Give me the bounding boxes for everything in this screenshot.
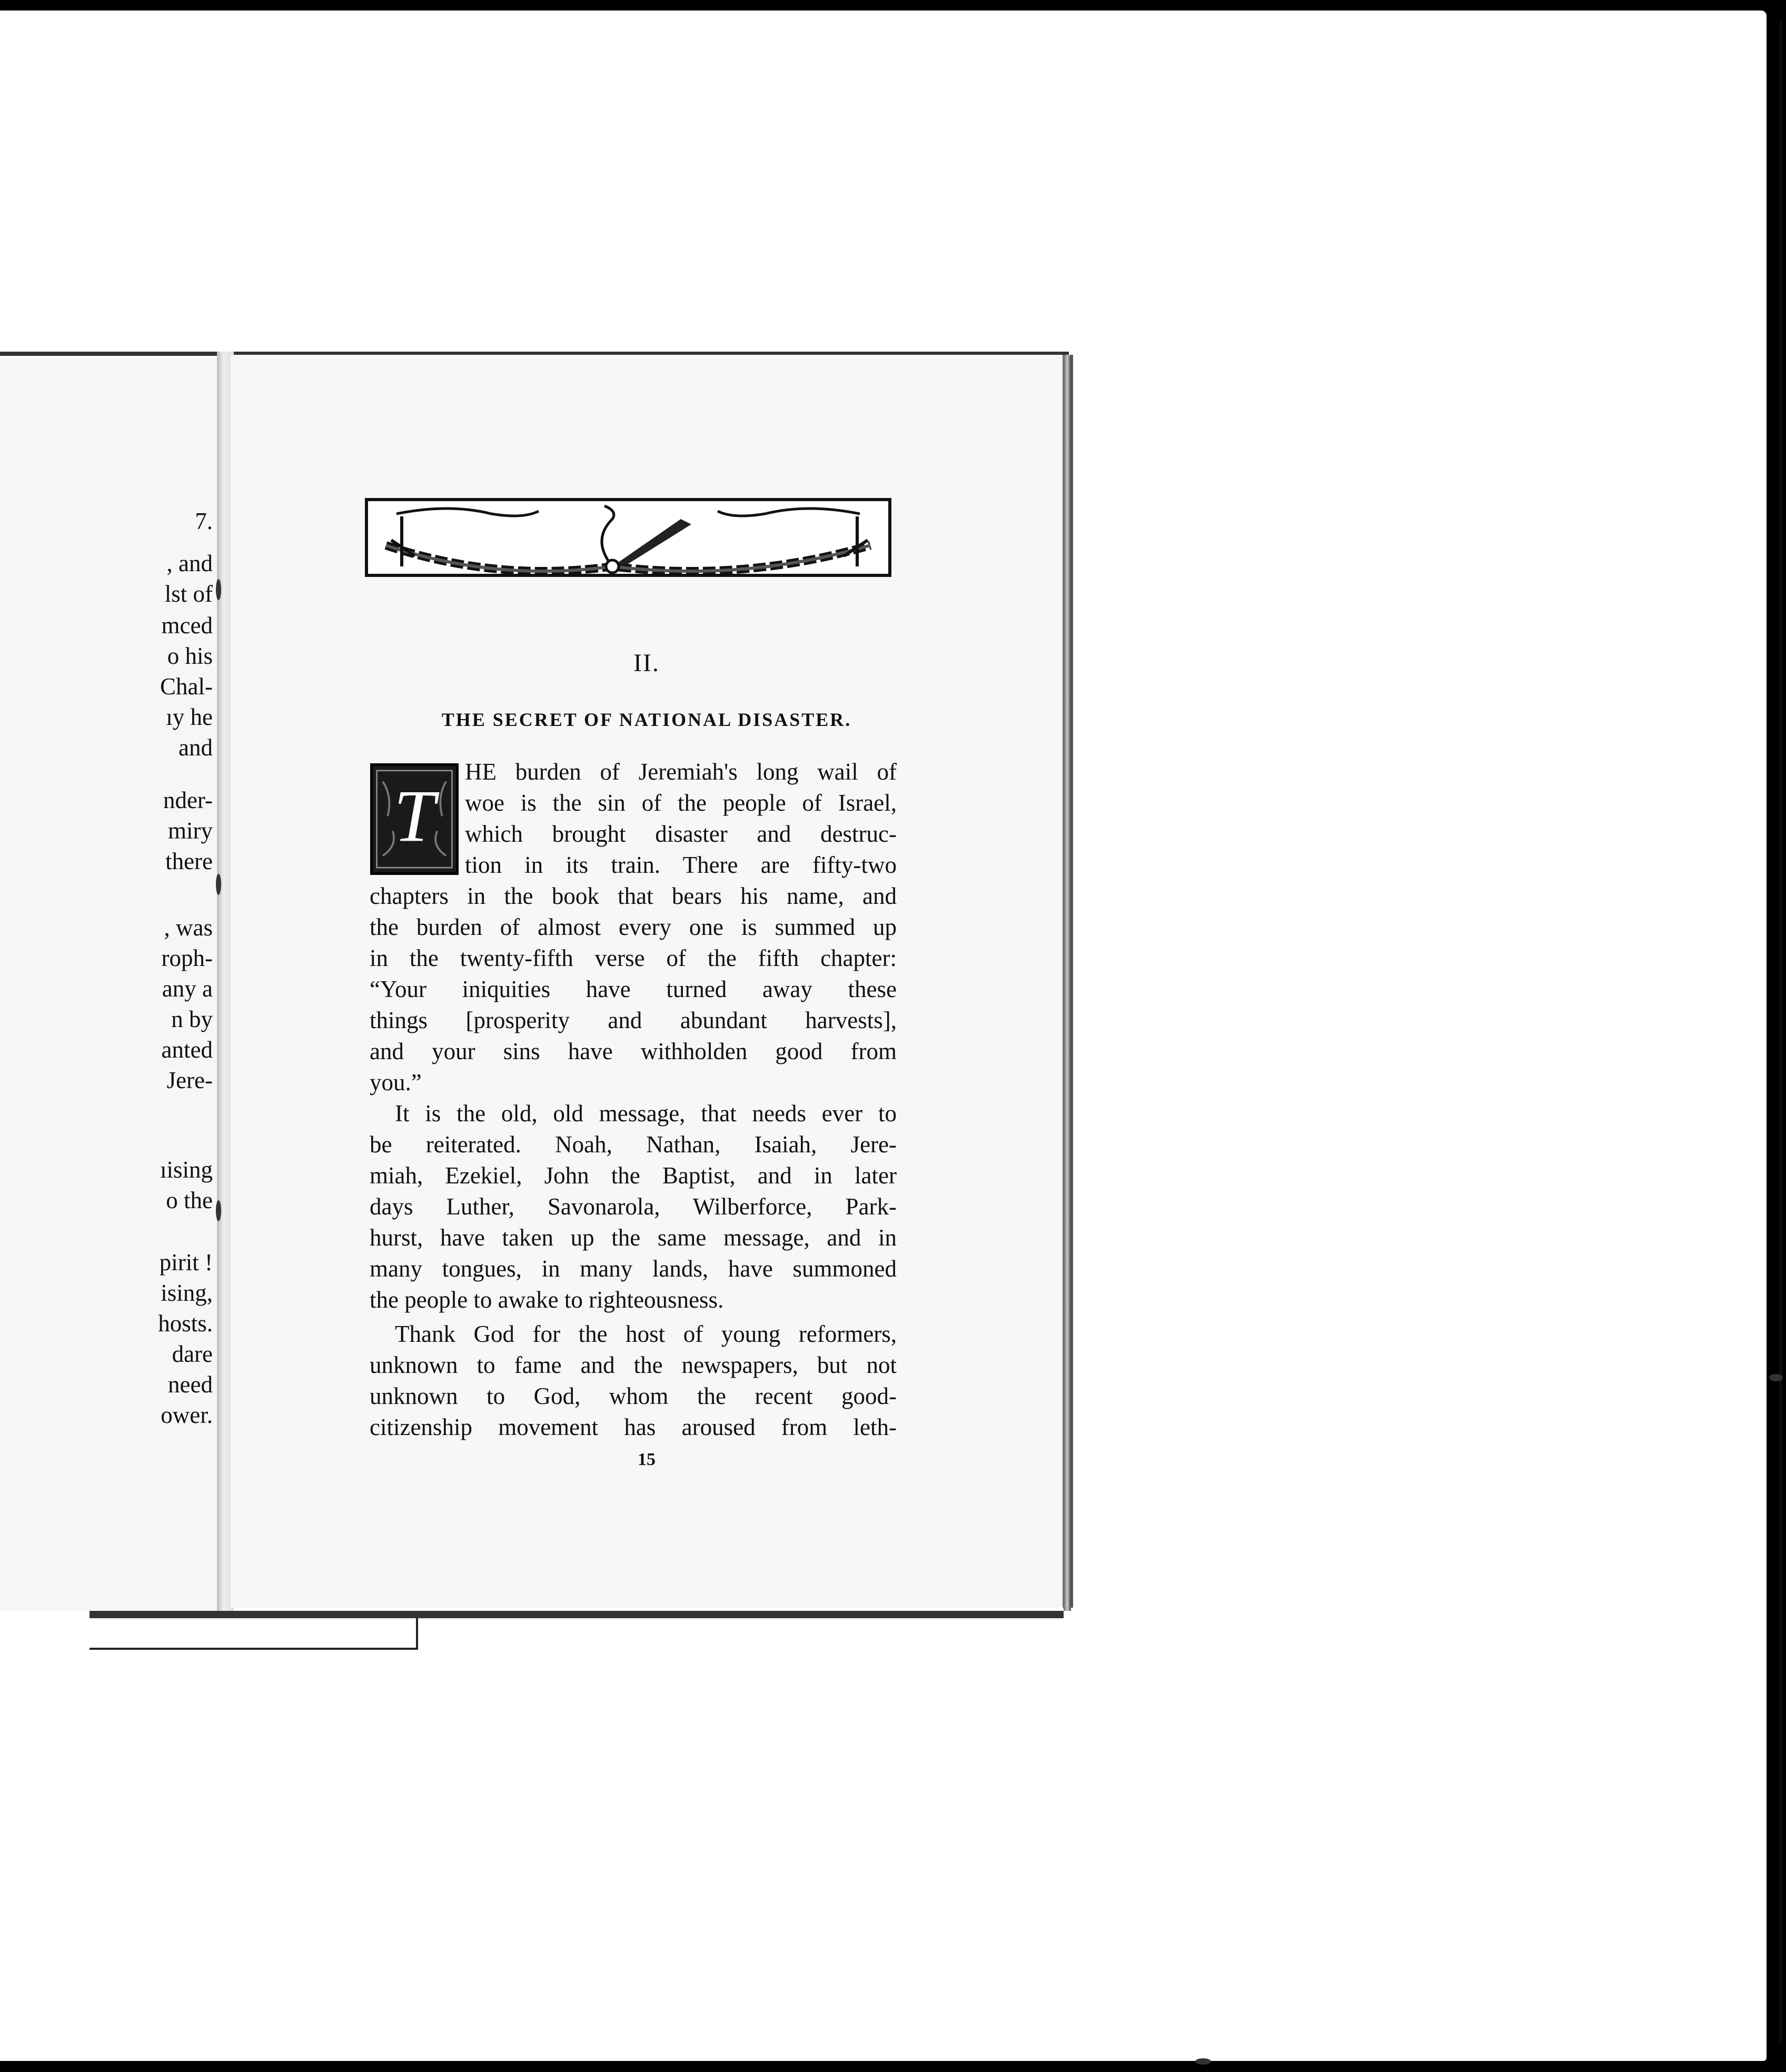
body-line: Thank God for the host of young reformers, — [395, 1321, 897, 1347]
body-line: tion in its train. There are fifty-two — [465, 852, 897, 878]
page-number: 15 — [638, 1450, 656, 1469]
left-page-line: roph- — [161, 945, 213, 971]
body-line: “Your iniquities have turned away these — [370, 976, 897, 1002]
body-line: the burden of almost every one is summed up — [370, 914, 897, 940]
body-line: many tongues, in many lands, have summoned — [370, 1256, 897, 1282]
body-line: unknown to fame and the newspapers, but not — [370, 1352, 897, 1378]
left-page-line: o the — [166, 1187, 213, 1213]
left-page-line: anted — [161, 1037, 213, 1063]
body-line: woe is the sin of the people of Israel, — [465, 790, 897, 816]
body-line: you.” — [370, 1069, 422, 1095]
left-page-line: there — [165, 848, 213, 874]
body-line: HE burden of Jeremiah's long wail of — [465, 759, 897, 785]
left-page-line: ıising — [160, 1157, 213, 1183]
left-page-line: 7. — [195, 508, 213, 534]
left-page-line: any a — [162, 975, 213, 1002]
body-line: days Luther, Savonarola, Wilberforce, Park- — [370, 1193, 897, 1220]
left-page-line: ower. — [161, 1402, 213, 1428]
body-line: and your sins have withholden good from — [370, 1038, 897, 1064]
book-bottom-edge — [90, 1611, 1064, 1618]
drop-cap-letter-icon — [373, 766, 456, 872]
body-line: in the twenty-fifth verse of the fifth chapter: — [370, 945, 897, 971]
left-page-line: miry — [168, 818, 213, 844]
scan-speck — [1195, 2058, 1211, 2065]
left-page-line: lst of — [164, 581, 213, 607]
page-stack-edge — [1064, 356, 1071, 1611]
body-line: the people to awake to righteousness. — [370, 1287, 724, 1313]
left-page-line: pirit ! — [159, 1249, 213, 1276]
left-page-line: need — [168, 1371, 213, 1398]
left-page-line: mced — [161, 612, 213, 639]
body-line: be reiterated. Noah, Nathan, Isaiah, Jere- — [370, 1131, 897, 1158]
binding-mark — [216, 1200, 221, 1221]
left-page-line: o his — [167, 643, 213, 669]
binding-mark — [216, 874, 221, 895]
garland-ornament — [365, 498, 891, 577]
left-page-line: Chal- — [160, 673, 213, 700]
binding-mark — [216, 579, 221, 600]
body-line: citizenship movement has aroused from leth- — [370, 1414, 897, 1440]
body-line: miah, Ezekiel, John the Baptist, and in later — [370, 1162, 897, 1189]
chapter-number: II. — [633, 649, 660, 677]
body-line: things [prosperity and abundant harvests], — [370, 1007, 897, 1033]
body-line: chapters in the book that bears his name, and — [370, 883, 897, 909]
left-page-line: nder- — [163, 787, 213, 813]
chapter-title: THE SECRET OF NATIONAL DISASTER. — [441, 709, 852, 730]
left-page — [0, 358, 223, 1611]
body-line: hurst, have taken up the same message, and in — [370, 1224, 897, 1251]
cover-flap — [90, 1618, 418, 1650]
drop-cap-letter: T — [393, 774, 435, 858]
left-page-line: hosts. — [158, 1310, 213, 1337]
sheet-edge — [1780, 21, 1782, 2043]
left-page-line: , and — [166, 550, 213, 576]
left-page-line: , was — [164, 914, 213, 941]
body-line: unknown to God, whom the recent good- — [370, 1383, 897, 1409]
left-page-line: and — [178, 734, 213, 761]
left-page-line: dare — [172, 1341, 213, 1367]
right-page — [231, 355, 1066, 1608]
left-page-line: ising, — [161, 1280, 213, 1306]
left-page-line: n by — [171, 1006, 213, 1032]
drop-cap — [370, 763, 459, 875]
left-page-line: ıy he — [166, 704, 213, 730]
body-line: It is the old, old message, that needs ever to — [395, 1100, 897, 1127]
body-line: which brought disaster and destruc- — [465, 821, 897, 847]
scan-speck — [1769, 1374, 1783, 1381]
left-page-line: Jere- — [166, 1067, 213, 1093]
